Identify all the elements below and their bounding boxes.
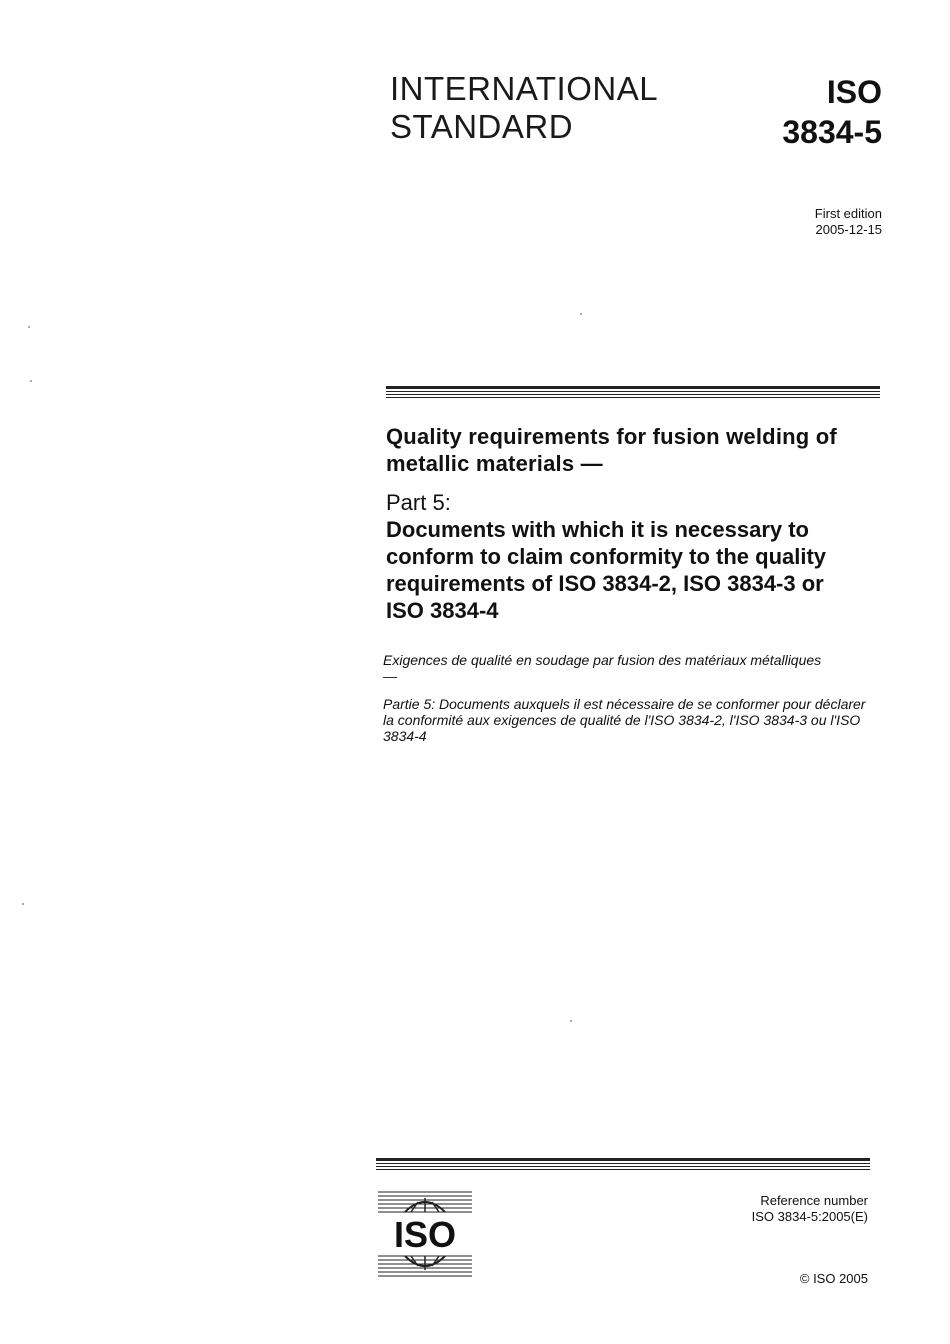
french-main-title: Exigences de qualité en soudage par fusion des matériaux métalliques — <box>383 652 822 684</box>
main-title: Quality requirements for fusion welding of metallic materials — <box>386 424 837 476</box>
part-title: Documents with which it is necessary to conform to claim conformity to the quality requirements of ISO 3834-2, ISO 3834-3 or ISO 3834-4 <box>386 517 827 623</box>
edition-date: 2005-12-15 <box>815 222 882 237</box>
scan-speck <box>580 313 582 315</box>
part-label: Part 5: <box>386 490 451 515</box>
footer-divider <box>376 1158 870 1170</box>
standard-number: 3834-5 <box>782 114 882 150</box>
scan-speck <box>30 380 32 382</box>
standard-org: ISO <box>826 74 882 110</box>
iso-logo-text: ISO <box>393 1214 457 1255</box>
document-type-line1: INTERNATIONAL <box>390 70 659 107</box>
title-divider <box>386 386 880 398</box>
standard-identifier <box>782 72 882 152</box>
edition-label: First edition <box>814 206 882 221</box>
reference-block <box>752 1193 868 1225</box>
edition-info <box>815 206 882 238</box>
document-type-line2: STANDARD <box>390 108 574 145</box>
scan-speck <box>28 326 30 328</box>
reference-label: Reference number <box>760 1193 868 1208</box>
reference-number: ISO 3834-5:2005(E) <box>751 1209 868 1224</box>
copyright: © ISO 2005 <box>799 1271 868 1286</box>
scan-speck <box>570 1020 572 1022</box>
french-part-title: Partie 5: Documents auxquels il est nécessaire de se conformer pour déclarer la conformité aux exigences de qualité de l'ISO 3834-2, l'ISO 3834-3 ou l'ISO 3834-4 <box>383 696 866 744</box>
document-type <box>390 70 658 146</box>
scan-speck <box>22 903 24 905</box>
iso-logo <box>378 1190 472 1280</box>
